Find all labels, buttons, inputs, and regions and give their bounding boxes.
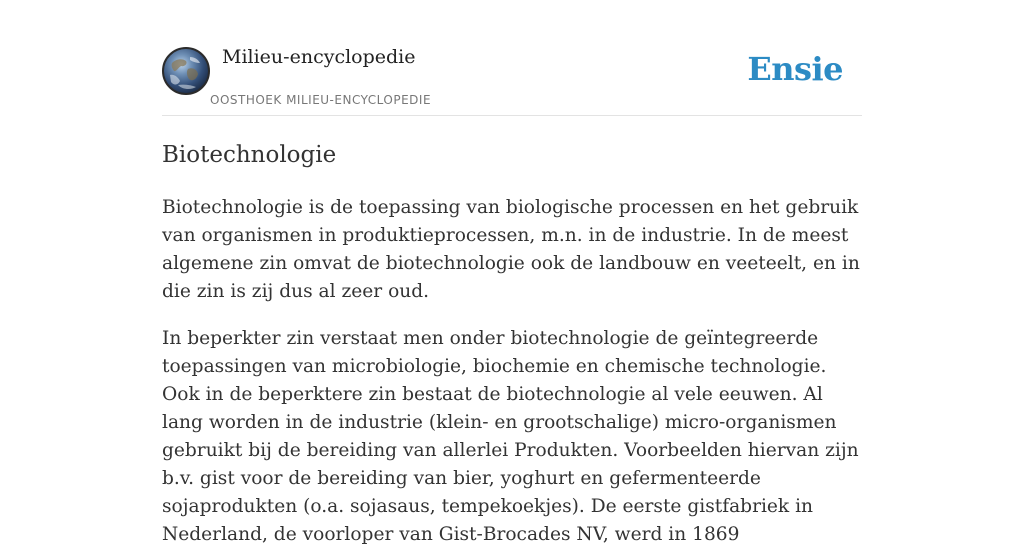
- ensie-logo-link[interactable]: Ensie: [747, 50, 843, 88]
- site-title[interactable]: Milieu-encyclopedie: [222, 46, 416, 68]
- article-paragraph: In beperkter zin verstaat men onder biotechnologie de geïntegreerde toepassingen van microbiologie, biochemie en chemische technologie. Ook in de beperktere zin bestaat de biotechnologie al vele eeuwen. Al lang worden in de industrie (klein- en grootschalige) micro-organismen gebruikt bij de bereiding van allerlei Produkten. Voorbeelden hiervan zijn b.v. gist voor de bereiding van bier, yoghurt en gefermenteerde sojaprodukten (o.a. sojasaus, tempekoekjes). De eerste gistfabriek in Nederland, de voorloper van Gist-Brocades NV, werd in 1869: [162, 328, 859, 545]
- article-paragraph: Biotechnologie is de toepassing van biologische processen en het gebruik van organismen in produktieprocessen, m.n. in de industrie. In de meest algemene zin omvat de biotechnologie ook de landbouw en veeteelt, en in die zin is zij dus al zeer oud.: [162, 197, 860, 302]
- site-subtitle: OOSTHOEK MILIEU-ENCYCLOPEDIE: [210, 93, 432, 107]
- article-title: Biotechnologie: [162, 142, 337, 168]
- page: [162, 0, 862, 549]
- earth-globe-icon[interactable]: [162, 47, 210, 95]
- site-header: [162, 0, 862, 116]
- earth-globe-graphic: [164, 49, 208, 93]
